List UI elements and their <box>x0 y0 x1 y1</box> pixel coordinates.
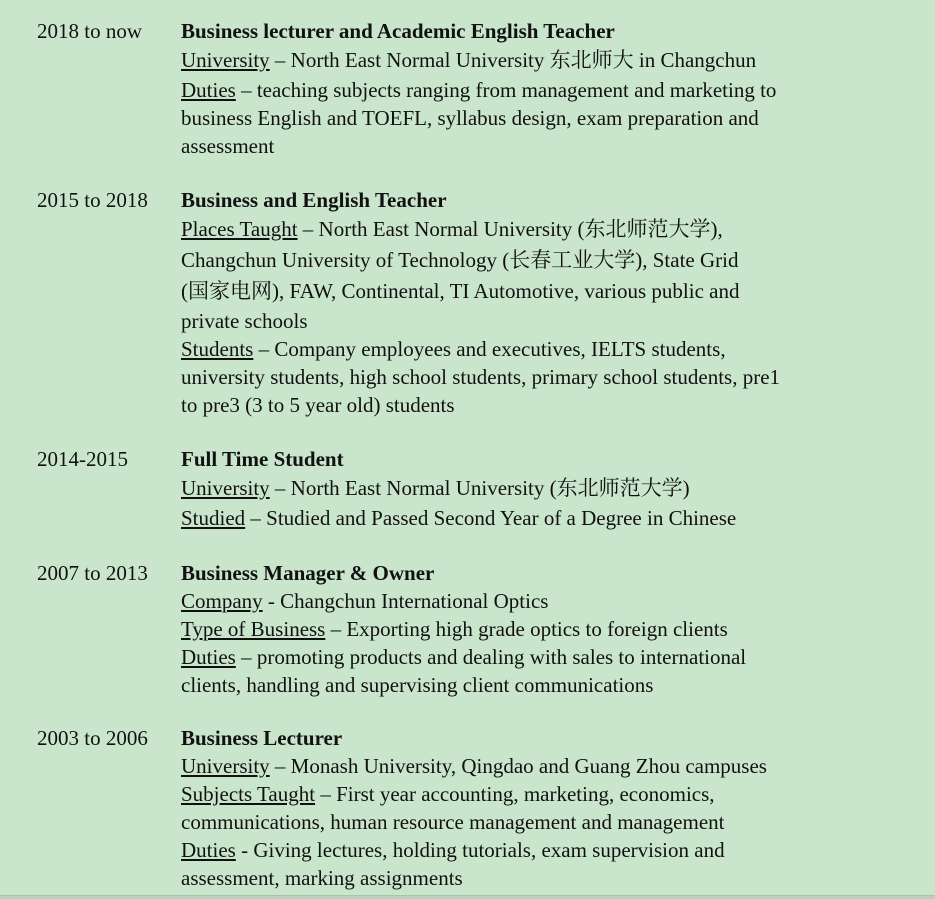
entry-content <box>181 17 881 160</box>
entry-line: Changchun University of Technology (长春工业大学), State Grid <box>181 248 739 272</box>
entry-content <box>181 724 881 892</box>
entry-line <box>181 335 881 363</box>
entry-line <box>181 615 881 643</box>
entry-line: business English and TOEFL, syllabus design, exam preparation and <box>181 106 759 130</box>
bottom-edge-bar <box>0 895 935 899</box>
line-separator: – <box>297 217 319 241</box>
line-label: Studied <box>181 506 246 530</box>
entry-line <box>181 836 881 864</box>
entry-line: assessment, marking assignments <box>181 866 463 890</box>
entry-title: Business and English Teacher <box>181 188 447 212</box>
line-label: University <box>181 476 270 500</box>
entry-line: to pre3 (3 to 5 year old) students <box>181 393 455 417</box>
line-text: North East Normal University (东北师范大学), <box>318 217 723 241</box>
line-separator: – <box>245 506 267 530</box>
line-separator: – <box>235 645 257 669</box>
line-label: Company <box>181 589 263 613</box>
entry-line <box>181 473 881 504</box>
line-separator: – <box>269 754 291 778</box>
line-text: Company employees and executives, IELTS students, <box>274 337 726 361</box>
line-separator: – <box>235 78 257 102</box>
line-text: Studied and Passed Second Year of a Degree in Chinese <box>266 506 737 530</box>
entry-line <box>181 643 881 671</box>
line-label: Duties <box>181 78 236 102</box>
line-text: North East Normal University 东北师大 in Changchun <box>290 48 757 72</box>
entry-line <box>181 76 881 104</box>
entry-line: clients, handling and supervising client communications <box>181 673 654 697</box>
entry-content <box>181 186 881 419</box>
entry-title: Business Lecturer <box>181 726 343 750</box>
line-label: Duties <box>181 645 236 669</box>
line-text: North East Normal University (东北师范大学) <box>290 476 690 500</box>
line-separator: - <box>235 838 254 862</box>
line-text: Giving lectures, holding tutorials, exam supervision and <box>253 838 725 862</box>
entry-title: Business lecturer and Academic English Teacher <box>181 19 615 43</box>
line-label: Places Taught <box>181 217 298 241</box>
line-label: Subjects Taught <box>181 782 316 806</box>
entry-period: 2015 to 2018 <box>37 188 148 212</box>
entry-line <box>181 45 881 76</box>
entry-period: 2007 to 2013 <box>37 561 148 585</box>
entry-period: 2003 to 2006 <box>37 726 148 750</box>
entry-content <box>181 559 881 699</box>
line-label: Students <box>181 337 254 361</box>
entry-line: university students, high school students, primary school students, pre1 <box>181 365 781 389</box>
entry-line <box>181 214 881 245</box>
line-label: Duties <box>181 838 236 862</box>
entry-period: 2018 to now <box>37 19 142 43</box>
line-label: University <box>181 48 270 72</box>
entry-line <box>181 504 881 532</box>
line-separator: – <box>269 48 291 72</box>
line-separator: - <box>262 589 281 613</box>
line-text: Changchun International Optics <box>280 589 549 613</box>
entry-line <box>181 587 881 615</box>
line-separator: – <box>253 337 275 361</box>
entry-line: assessment <box>181 134 275 158</box>
entry-line <box>181 752 881 780</box>
entry-title: Business Manager & Owner <box>181 561 435 585</box>
line-text: teaching subjects ranging from management and marketing to <box>256 78 777 102</box>
line-separator: – <box>315 782 337 806</box>
line-separator: – <box>269 476 291 500</box>
entry-content <box>181 445 881 532</box>
entry-line: (国家电网), FAW, Continental, TI Automotive, various public and <box>181 279 740 303</box>
line-text: Exporting high grade optics to foreign clients <box>346 617 728 641</box>
entry-line: communications, human resource management and management <box>181 810 725 834</box>
entry-title: Full Time Student <box>181 447 344 471</box>
line-separator: – <box>325 617 347 641</box>
entry-line <box>181 780 881 808</box>
entry-period: 2014-2015 <box>37 447 128 471</box>
entry-line: private schools <box>181 309 308 333</box>
line-label: Type of Business <box>181 617 326 641</box>
line-label: University <box>181 754 270 778</box>
line-text: Monash University, Qingdao and Guang Zhou campuses <box>290 754 767 778</box>
line-text: promoting products and dealing with sales to international <box>256 645 747 669</box>
line-text: First year accounting, marketing, economics, <box>336 782 715 806</box>
